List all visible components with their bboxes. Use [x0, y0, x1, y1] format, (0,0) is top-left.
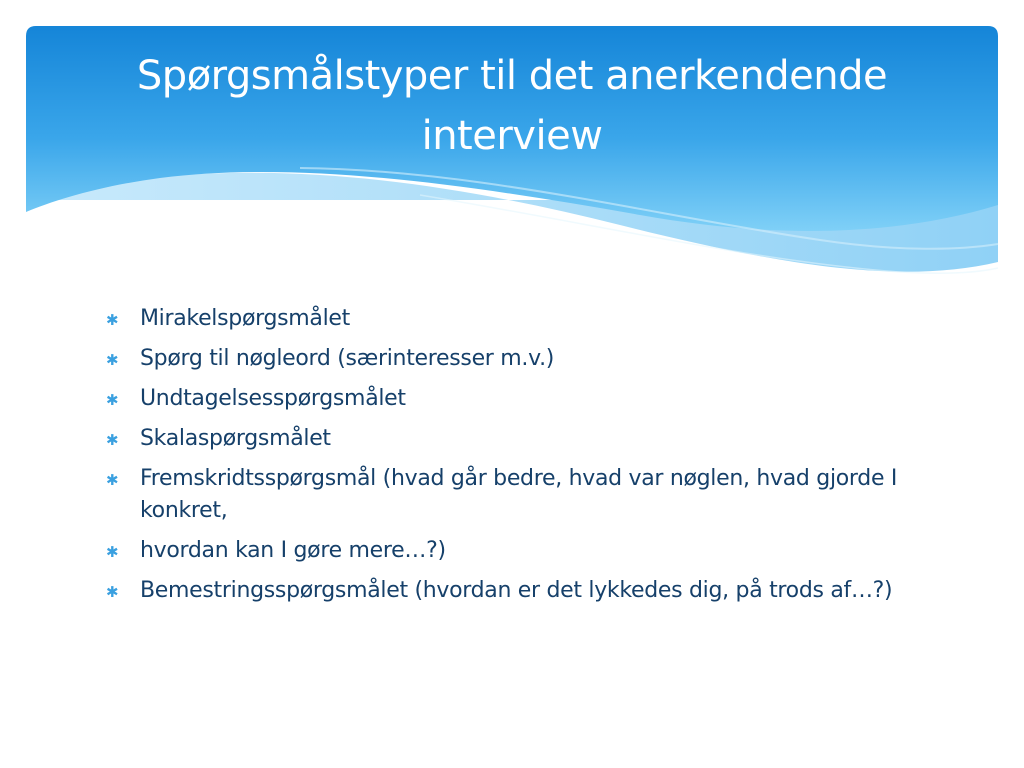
bullet-text: Undtagelsesspørgsmålet: [140, 386, 406, 411]
bullet-text: Fremskridtsspørgsmål (hvad går bedre, hvad var nøglen, hvad gjorde I konkret,: [140, 466, 898, 523]
asterisk-bullet-icon: ✱: [106, 431, 119, 449]
asterisk-bullet-icon: ✱: [106, 391, 119, 409]
asterisk-bullet-icon: ✱: [106, 583, 119, 601]
bullet-text: Mirakelspørgsmålet: [140, 306, 350, 331]
bullet-item: [106, 423, 926, 455]
bullet-text: Spørg til nøgleord (særinteresser m.v.): [140, 346, 555, 371]
bullet-text: Skalaspørgsmålet: [140, 426, 331, 451]
asterisk-bullet-icon: ✱: [106, 311, 119, 329]
bullet-item: [106, 463, 926, 527]
bullet-item: [106, 535, 926, 567]
bullet-item: [106, 575, 926, 607]
asterisk-bullet-icon: ✱: [106, 351, 119, 369]
bullet-item: [106, 343, 926, 375]
bullet-item: [106, 303, 926, 335]
bullet-text: Bemestringsspørgsmålet (hvordan er det lykkedes dig, på trods af…?): [140, 578, 893, 603]
asterisk-bullet-icon: ✱: [106, 543, 119, 561]
slide-title: Spørgsmålstyper til det anerkendende interview: [136, 53, 888, 159]
asterisk-bullet-icon: ✱: [106, 471, 119, 489]
bullet-list: [106, 303, 926, 615]
bullet-text: hvordan kan I gøre mere…?): [140, 538, 446, 563]
bullet-item: [106, 383, 926, 415]
